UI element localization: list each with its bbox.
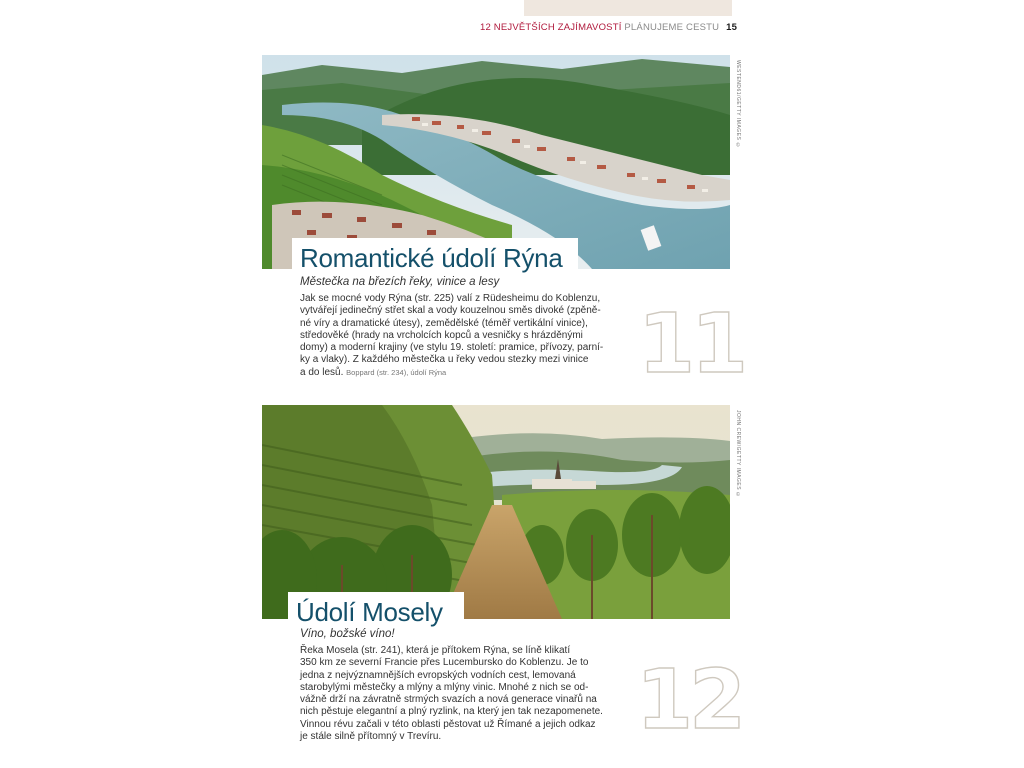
title-box-moselle [288,592,464,630]
running-head [480,22,738,33]
rhine-valley-photo [262,55,730,269]
text-line: Vinnou révu začali v této oblasti pěstovat už Římané a jejich odkaz [300,718,596,730]
text-line: vážně drží na závratně strmých svazích a nová generace vinařů na [300,694,597,706]
text-line: nich pěstuje elegantní a plný ryzlink, na který jen tak nezapomenete. [300,706,603,718]
page-number: 15 [726,22,738,33]
text-line: jedna z nejvýznamnějších evropských vodních cest, lemovaná [300,669,576,681]
photo-credit-rhine: WESTEND61/GETTY IMAGES © [735,60,741,149]
subtitle-moselle: Víno, božské víno! [300,628,395,640]
body-text-rhine [300,293,630,379]
text-line: je stále silně přítomný v Trevíru. [300,731,442,743]
section-title-rhine: Romantické údolí Rýna [300,243,563,273]
text-line: Řeka Mosela (str. 241), která je přítokem Rýna, se líně klikatí [300,645,571,656]
item-number-11: 11 [638,297,745,392]
text-line: domy) a moderní krajiny (ve stylu 19. století: pramice, přívozy, parní- [300,342,604,354]
body-text-moselle [300,645,635,743]
text-line-last [300,367,630,379]
text-line: né víry a dramatické útesy), zemědělské (téměř vertikální vinice), [300,317,588,329]
text-line: středověké (hrady na vrcholcích kopců a vesničky s hrázděnými [300,329,583,341]
text-line: ky a vlaky). Z každého městečka u řeky vedou stezky mezi vinice [300,354,589,366]
last-line-text: a do lesů. [300,366,344,378]
header-section: 12 NEJVĚTŠÍCH ZAJÍMAVOSTÍ [480,22,622,33]
moselle-valley-photo [262,405,730,619]
text-line: Jak se mocné vody Rýna (str. 225) valí z Rüdesheimu do Koblenzu, [300,293,601,304]
text-line: starobylými městečky a mlýny a mlýny vinic. Mnohé z nich se od- [300,681,589,693]
item-number-12: 12 [636,653,743,748]
header-tab [524,0,732,16]
subtitle-rhine: Městečka na březích řeky, vinice a lesy [300,276,500,288]
text-line: vytvářejí jedinečný střet skal a vody kouzelnou směs divoké (zpěně- [300,305,601,317]
photo-credit-moselle: JOHN CREW/GETTY IMAGES © [735,410,741,499]
photo-caption-rhine: Boppard (str. 234), údolí Rýna [346,367,447,377]
title-box-rhine [292,238,578,276]
section-title-moselle: Údolí Mosely [296,597,443,627]
text-line: 350 km ze severní Francie přes Lucembursko do Koblenzu. Je to [300,657,589,669]
header-chapter: PLÁNUJEME CESTU [624,22,720,33]
